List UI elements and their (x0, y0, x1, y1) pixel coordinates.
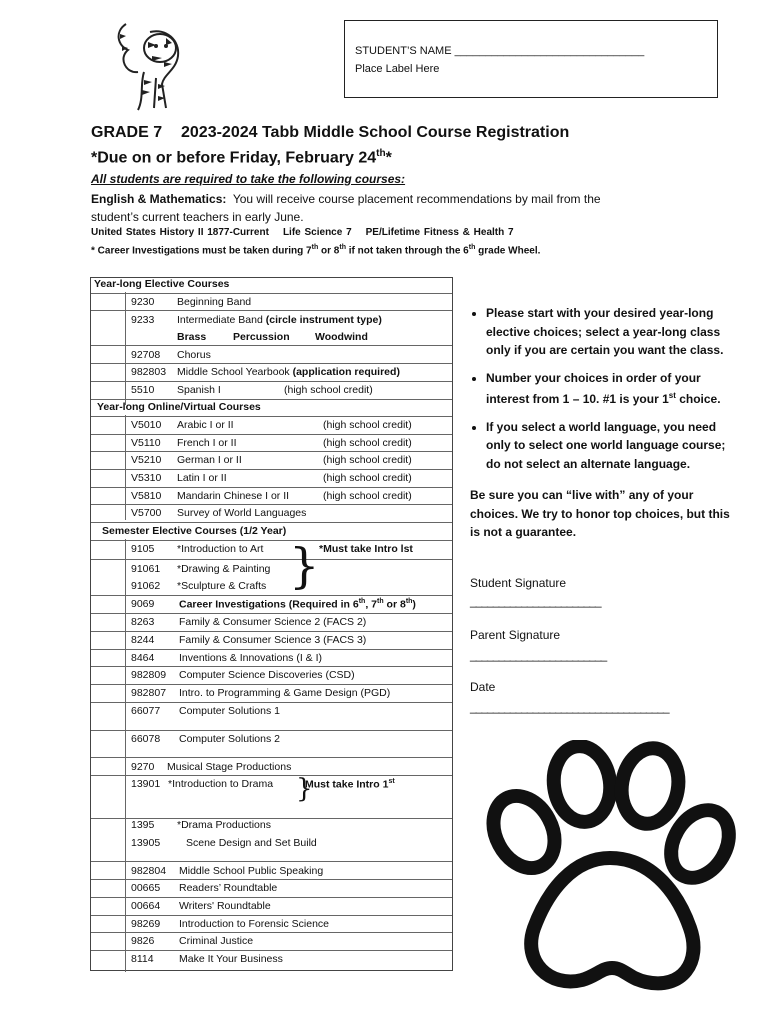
course-code: 9826 (131, 935, 155, 947)
page-title (91, 124, 569, 142)
student-signature-field[interactable]: _______________________ (470, 594, 601, 608)
row-divider (91, 504, 452, 505)
course-name: German I or II (177, 454, 242, 466)
course-code: 8263 (131, 616, 155, 628)
course-name-part: or 8 (383, 598, 406, 611)
row-divider (91, 897, 452, 898)
instrument-woodwind[interactable]: Woodwind (315, 331, 368, 343)
career-note-sup: th (468, 244, 476, 251)
course-code: 8464 (131, 652, 155, 664)
course-name-sup: th (358, 598, 366, 605)
row-divider (91, 684, 452, 685)
row-divider (91, 522, 452, 523)
course-name: Writers' Roundtable (179, 900, 271, 912)
due-date (91, 148, 392, 167)
instruction-item (486, 369, 736, 409)
course-name: French I or II (177, 437, 237, 449)
instruction-item: • Please start with your desired year-long elective choices; select a year-long class only if you are certain you want the class. (486, 304, 736, 360)
course-note: (high school credit) (323, 472, 412, 484)
course-name: Chorus (177, 349, 211, 361)
course-note: (high school credit) (323, 437, 412, 449)
drama-prerequisite-note (305, 778, 395, 791)
course-name: Intro. to Programming & Game Design (PGD) (179, 687, 391, 699)
course-code: 9233 (131, 314, 155, 326)
required-courses-heading: All students are required to take the following courses: (91, 172, 406, 186)
course-code: 13901 (131, 778, 161, 790)
paw-print-icon (478, 740, 740, 1000)
course-code: 98269 (131, 918, 161, 930)
student-signature-label: Student Signature (470, 576, 567, 590)
course-code: 66077 (131, 705, 161, 717)
art-group-brace: } (289, 538, 320, 594)
course-name: Family & Consumer Science 3 (FACS 3) (179, 634, 367, 646)
instruction-text: choice. (675, 392, 721, 406)
course-note: (high school credit) (323, 419, 412, 431)
course-name: Mandarin Chinese I or II (177, 490, 290, 502)
due-date-sup: th (376, 148, 386, 159)
course-table (90, 277, 453, 971)
row-divider (91, 757, 452, 758)
course-code: 8114 (131, 953, 154, 965)
course-code: V5110 (131, 437, 161, 449)
course-code: 13905 (131, 837, 161, 849)
course-name: Criminal Justice (179, 935, 254, 947)
drama-note-text: Must take Intro 1 (305, 778, 389, 791)
row-divider (91, 381, 452, 382)
course-name (177, 314, 382, 326)
course-name: Survey of World Languages (177, 507, 307, 519)
drama-group-brace: } (296, 774, 313, 804)
course-name: *Drama Productions (177, 819, 271, 831)
course-name: Arabic I or II (177, 419, 234, 431)
course-code: 982809 (131, 669, 167, 681)
course-name (177, 366, 400, 378)
row-divider (91, 702, 452, 703)
course-name: Beginning Band (177, 296, 252, 308)
course-note: (high school credit) (284, 384, 373, 396)
course-code: 9230 (131, 296, 155, 308)
date-field[interactable]: ___________________________________ (470, 700, 669, 714)
student-name-label: STUDENT’S NAME _______________________________ (355, 45, 645, 57)
course-code: V5310 (131, 472, 162, 484)
course-name: Latin I or II (177, 472, 227, 484)
row-divider (91, 861, 452, 862)
tiger-mascot-icon (104, 18, 194, 114)
course-name (179, 598, 416, 611)
parent-signature-field[interactable]: ________________________ (470, 648, 607, 662)
course-registration-title: 2023-2024 Tabb Middle School Course Registration (181, 124, 570, 141)
course-name: Readers’ Roundtable (179, 882, 278, 894)
career-note-c: if not taken through the 6 (345, 245, 469, 257)
art-prerequisite-note: *Must take Intro lst (319, 543, 413, 555)
course-code: 9270 (131, 761, 155, 773)
career-note-d: grade Wheel. (475, 245, 541, 257)
due-date-suffix: * (385, 149, 392, 167)
grade-label: GRADE 7 (91, 124, 163, 141)
course-code: 5510 (131, 384, 155, 396)
course-code: 1395 (131, 819, 155, 831)
date-label: Date (470, 680, 496, 694)
core-course-science: Life Science 7 (282, 227, 352, 238)
row-divider (91, 915, 452, 916)
instruction-sup: st (668, 391, 676, 400)
course-name: *Drawing & Painting (177, 563, 271, 575)
course-code: 91061 (131, 563, 161, 575)
course-note: (high school credit) (323, 490, 412, 502)
parent-signature-label: Parent Signature (470, 628, 561, 642)
career-note-sup: th (339, 244, 346, 251)
instruction-item: • If you select a world language, you need only to select one world language course; do not select an alternate language. (486, 418, 736, 474)
checkbox-column-divider (125, 539, 126, 972)
row-divider (91, 399, 452, 400)
course-name: Computer Science Discoveries (CSD) (179, 669, 355, 681)
course-extra: (circle instrument type) (265, 314, 382, 326)
course-code: 982804 (131, 865, 167, 877)
course-name: *Sculpture & Crafts (177, 580, 267, 592)
drama-note-sup: st (388, 778, 395, 785)
checkbox-column-divider (125, 292, 126, 405)
course-note: (high school credit) (323, 454, 412, 466)
due-date-text: *Due on or before Friday, February 24 (91, 149, 377, 167)
course-code: 982803 (131, 366, 167, 378)
course-code: 8244 (131, 634, 155, 646)
course-extra: (application required) (292, 366, 400, 378)
course-code: 982807 (131, 687, 167, 699)
course-code: 00664 (131, 900, 161, 912)
row-divider (91, 775, 452, 776)
row-divider (91, 613, 452, 614)
course-name: *Introduction to Art (177, 543, 264, 555)
course-code: 9105 (131, 543, 155, 555)
career-note-a: * Career Investigations must be taken during 7 (91, 245, 312, 257)
row-divider (91, 631, 452, 632)
course-name: Scene Design and Set Build (186, 837, 317, 849)
row-divider (91, 469, 452, 470)
instrument-percussion[interactable]: Percussion (233, 331, 290, 343)
course-code: 92708 (131, 349, 161, 361)
course-name-sup: th (377, 598, 384, 605)
row-divider (91, 595, 452, 596)
row-divider (91, 310, 452, 311)
course-name: Musical Stage Productions (167, 761, 292, 773)
instructions-list (466, 304, 736, 482)
row-divider (91, 730, 452, 731)
course-name: Computer Solutions 2 (179, 733, 280, 745)
career-note-sup: th (311, 244, 319, 251)
course-name-text: Middle School Yearbook (177, 366, 290, 378)
row-divider (91, 293, 452, 294)
core-course-history: United States History II 1877-Current (91, 227, 269, 238)
course-name-part: Career Investigations (Required in 6 (179, 598, 359, 611)
course-code: 66078 (131, 733, 161, 745)
be-sure-note: Be sure you can “live with” any of your choices. We try to honor top choices, but this is not a guarantee. (470, 488, 730, 539)
course-name: *Introduction to Drama (168, 778, 274, 790)
row-divider (91, 879, 452, 880)
row-divider (91, 416, 452, 417)
instruction-text: Number your choices in order of your interest from 1 – 10. #1 is your 1 (486, 370, 701, 406)
course-name-part: ) (412, 598, 416, 611)
english-math-label: English & Mathematics: (91, 192, 227, 206)
career-investigations-note (91, 244, 540, 256)
career-note-b: or 8 (318, 245, 340, 257)
row-divider (91, 649, 452, 650)
course-code: V5010 (131, 419, 162, 431)
row-divider (91, 487, 452, 488)
row-divider (91, 932, 452, 933)
row-divider (91, 451, 452, 452)
course-code: V5810 (131, 490, 162, 502)
course-name: Middle School Public Speaking (179, 865, 324, 877)
row-divider (91, 434, 452, 435)
course-name: Computer Solutions 1 (179, 705, 280, 717)
section-header-online: Year-long Online/Virtual Courses (97, 401, 261, 413)
row-divider (91, 950, 452, 951)
core-course-pe: PE/Lifetime Fitness & Health 7 (365, 227, 514, 238)
course-code: 00665 (131, 882, 161, 894)
course-name-sup: th (405, 598, 413, 605)
course-name: Make It Your Business (179, 953, 283, 965)
section-header-yearlong: Year-long Elective Courses (94, 278, 230, 290)
row-divider (91, 559, 452, 560)
row-divider (91, 345, 452, 346)
english-math-note (91, 190, 651, 226)
english-math-text: You will receive course placement recommendations by mail from the student’s current teachers in early June. (91, 192, 601, 224)
course-code: V5700 (131, 507, 162, 519)
course-name-part: , 7 (365, 598, 378, 611)
course-code: 91062 (131, 580, 161, 592)
row-divider (91, 666, 452, 667)
place-label-text: Place Label Here (355, 63, 440, 75)
course-name: Inventions & Innovations (I & I) (179, 652, 322, 664)
course-name-text: Intermediate Band (177, 314, 263, 326)
row-divider (91, 540, 452, 541)
row-divider (91, 363, 452, 364)
student-name-box[interactable] (344, 20, 718, 98)
instrument-brass[interactable]: Brass (177, 331, 207, 343)
course-name: Spanish I (177, 384, 221, 396)
section-header-semester: Semester Elective Courses (1/2 Year) (102, 525, 287, 537)
course-code: V5210 (131, 454, 162, 466)
course-name: Introduction to Forensic Science (179, 918, 329, 930)
core-courses (91, 227, 528, 238)
course-name: Family & Consumer Science 2 (FACS 2) (179, 616, 367, 628)
course-code: 9069 (131, 598, 155, 610)
